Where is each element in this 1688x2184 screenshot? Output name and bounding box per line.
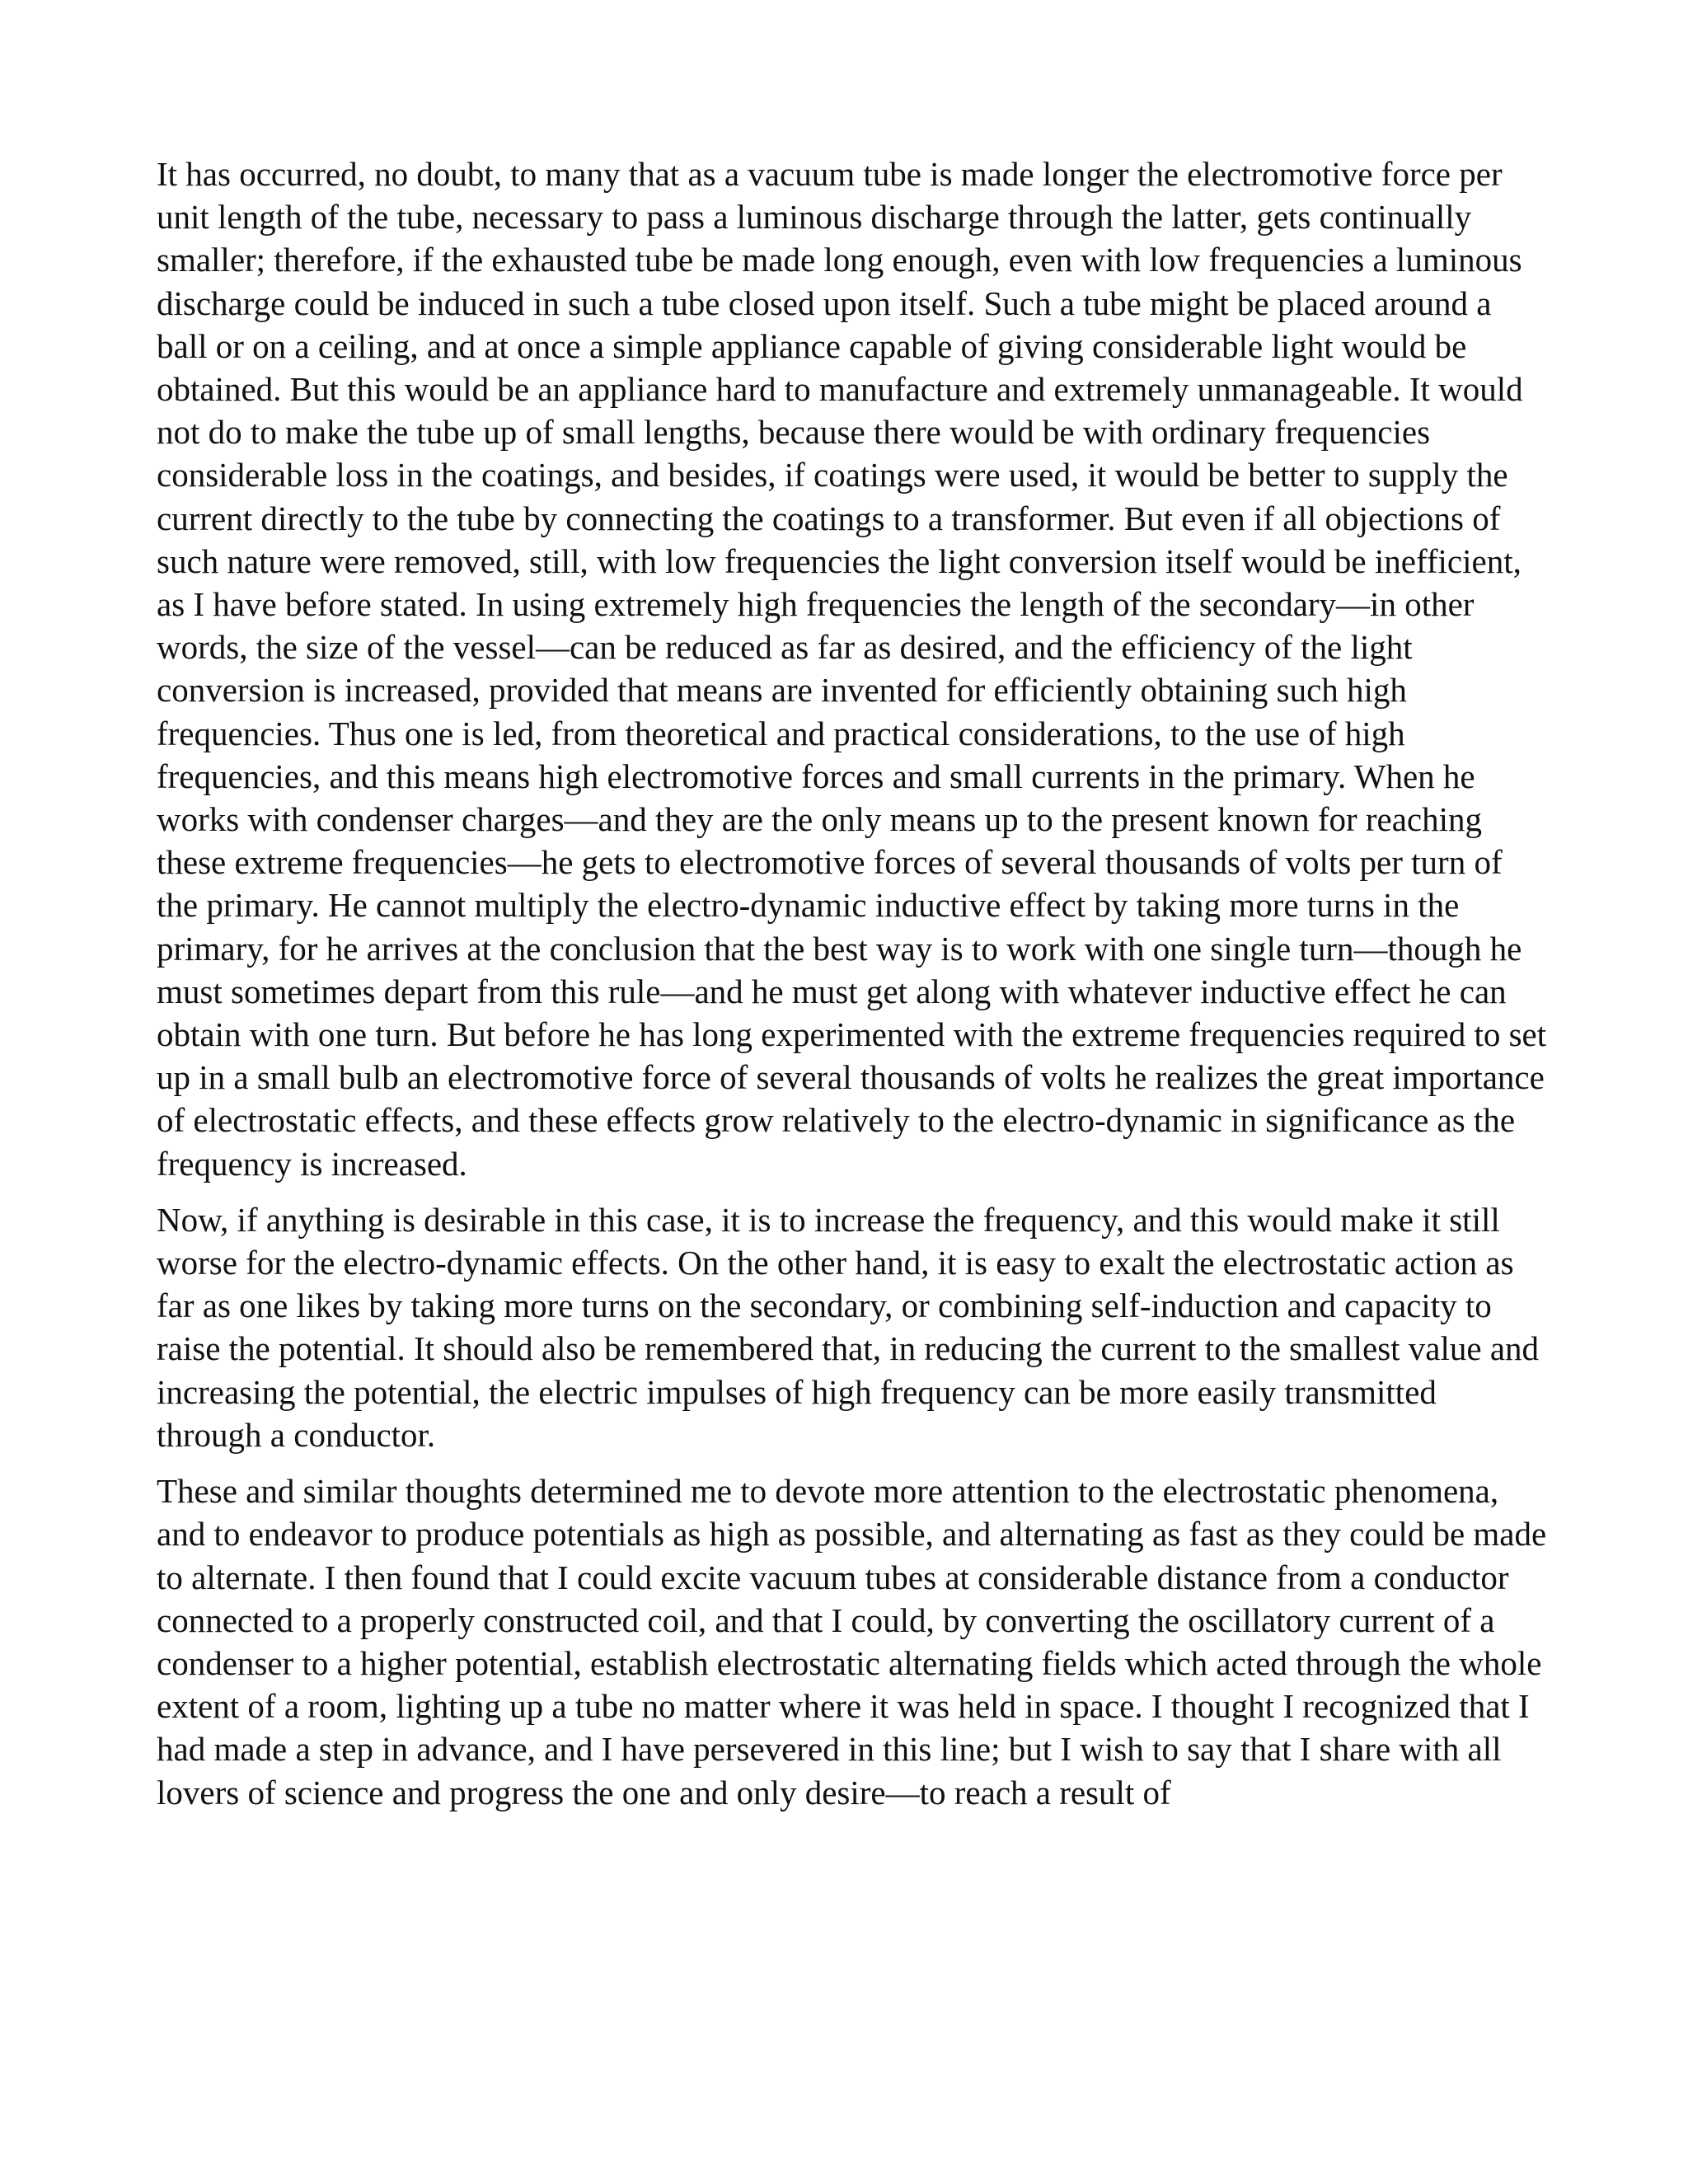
- paragraph-3: These and similar thoughts determined me to devote more attention to the electrostatic phenomena, and to endeavor to produce potentials as high as possible, and alternating as fast as they could be made to alternate. I then found that I could excite vacuum tubes at considerable distance from a conductor connected to a properly constructed coil, and that I could, by converting the oscillatory current of a condenser to a higher potential, establish electrostatic alternating fields which acted through the whole extent of a room, lighting up a tube no matter where it was held in space. I thought I recognized that I had made a step in advance, and I have persevered in this line; but I wish to say that I share with all lovers of science and progress the one and only desire—to reach a result of: [157, 1472, 1547, 1811]
- body-text: [157, 152, 1550, 1827]
- paragraph-2: Now, if anything is desirable in this case, it is to increase the frequency, and this would make it still worse for the electro-dynamic effects. On the other hand, it is easy to exalt the electrostatic action as far as one likes by taking more turns on the secondary, or combining self-induction and capacity to raise the potential. It should also be remembered that, in reducing the current to the smallest value and increasing the potential, the electric impulses of high frequency can be more easily transmitted through a conductor.: [157, 1200, 1540, 1454]
- paragraph-1: It has occurred, no doubt, to many that as a vacuum tube is made longer the electromotive force per unit length of the tube, necessary to pass a luminous discharge through the latter, gets continually smaller; therefore, if the exhausted tube be made long enough, even with low frequencies a luminous discharge could be induced in such a tube closed upon itself. Such a tube might be placed around a ball or on a ceiling, and at once a simple appliance capable of giving considerable light would be obtained. But this would be an appliance hard to manufacture and extremely unmanageable. It would not do to make the tube up of small lengths, because there would be with ordinary frequencies considerable loss in the coatings, and besides, if coatings were used, it would be better to supply the current directly to the tube by connecting the coatings to a transformer. But even if all objections of such nature were removed, still, with low frequencies the light conversion itself would be inefficient, as I have before stated. In using extremely high frequencies the length of the secondary—in other words, the size of the vessel—can be reduced as far as desired, and the efficiency of the light conversion is increased, provided that means are invented for efficiently obtaining such high frequencies. Thus one is led, from theoretical and practical considerations, to the use of high frequencies, and this means high electromotive forces and small currents in the primary. When he works with condenser charges—and they are the only means up to the present known for reaching these extreme frequencies—he gets to electromotive forces of several thousands of volts per turn of the primary. He cannot multiply the electro-dynamic inductive effect by taking more turns in the primary, for he arrives at the conclusion that the best way is to work with one single turn—though he must sometimes depart from this rule—and he must get along with whatever inductive effect he can obtain with one turn. But before he has long experimented with the extreme frequencies required to set up in a small bulb an electromotive force of several thousands of volts he realizes the great importance of electrostatic effects, and these effects grow relatively to the electro-dynamic in significance as the frequency is increased.: [157, 155, 1547, 1183]
